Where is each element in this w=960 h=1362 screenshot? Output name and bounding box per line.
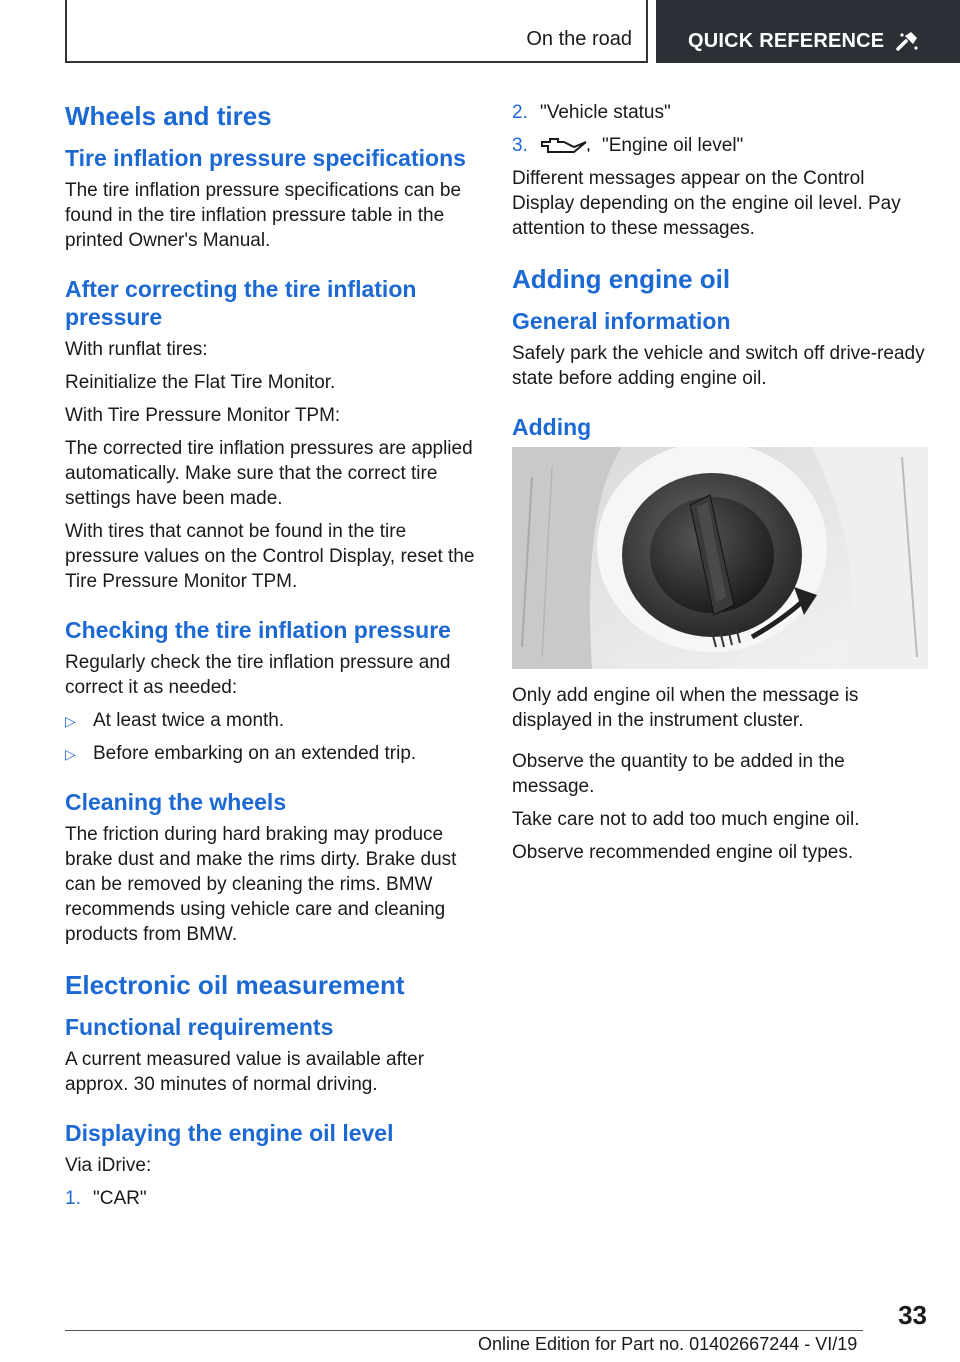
step-item-3	[512, 133, 928, 158]
paragraph-corrected: The corrected tire inflation pressures are applied automatically. Make sure that the correct tire settings have been made.	[65, 438, 473, 509]
step-item-2	[512, 100, 928, 125]
heading-adding: Adding	[512, 414, 592, 440]
paragraph-take-care: Take care not to add too much engine oil.	[512, 809, 860, 830]
heading-cleaning-wheels: Cleaning the wheels	[65, 789, 287, 815]
triangle-bullet-icon: ▷	[65, 713, 76, 729]
heading-functional-requirements: Functional requirements	[65, 1014, 334, 1040]
paragraph-specs: The tire inflation pressure specifications can be found in the tire inflation pressure table in the printed Owner's Manual.	[65, 180, 462, 251]
list-item	[65, 708, 480, 733]
right-column	[512, 100, 928, 873]
page-number: 33	[898, 1300, 927, 1330]
paragraph-tpm: With Tire Pressure Monitor TPM:	[65, 405, 341, 426]
header-section-box	[65, 0, 648, 63]
step-number: 3.	[512, 135, 528, 156]
paragraph-quantity: Observe the quantity to be added in the message.	[512, 751, 845, 797]
quick-reference-label: QUICK REFERENCE	[688, 30, 885, 52]
step-item-1	[65, 1186, 480, 1211]
quick-reference-tab[interactable]	[656, 0, 960, 63]
heading-checking-pressure: Checking the tire inflation pressure	[65, 617, 451, 643]
footer-divider	[65, 1330, 863, 1331]
tools-icon	[896, 30, 920, 52]
footer-edition: Online Edition for Part no. 01402667244 - VI/19	[478, 1334, 858, 1354]
paragraph-regularly: Regularly check the tire inflation pressure and correct it as needed:	[65, 652, 451, 698]
heading-tire-inflation-specs: Tire inflation pressure specifications	[65, 145, 466, 171]
left-column	[65, 100, 480, 1219]
bullet-text: At least twice a month.	[93, 710, 285, 731]
oil-can-icon	[540, 136, 592, 156]
paragraph-reinitialize: Reinitialize the Flat Tire Monitor.	[65, 372, 336, 393]
step-text: "CAR"	[93, 1188, 147, 1209]
oil-filler-cap-photo	[512, 447, 928, 669]
paragraph-oil-types: Observe recommended engine oil types.	[512, 842, 854, 863]
paragraph-cleaning: The friction during hard braking may produce brake dust and make the rims dirty. Brake dust can be removed by cleaning the rims. BMW recommends using vehicle care and cleaning products from BMW.	[65, 824, 457, 945]
step-number: 1.	[65, 1188, 81, 1209]
step-number: 2.	[512, 102, 528, 123]
heading-after-correcting: After correcting the tire inflation pressure	[65, 276, 417, 330]
heading-wheels-and-tires: Wheels and tires	[65, 101, 272, 131]
triangle-bullet-icon: ▷	[65, 746, 76, 762]
heading-electronic-oil: Electronic oil measurement	[65, 970, 405, 1000]
paragraph-functional: A current measured value is available after approx. 30 minutes of normal driving.	[65, 1049, 425, 1095]
list-item	[65, 741, 480, 766]
heading-general-information: General information	[512, 308, 731, 334]
section-title: On the road	[526, 28, 632, 50]
paragraph-idrive: Via iDrive:	[65, 1155, 152, 1176]
paragraph-runflat: With runflat tires:	[65, 339, 208, 360]
paragraph-not-found: With tires that cannot be found in the tire pressure values on the Control Display, reset the Tire Pressure Monitor TPM.	[65, 521, 475, 592]
paragraph-only-add: Only add engine oil when the message is displayed in the instrument cluster.	[512, 685, 859, 731]
step-text: "Vehicle status"	[540, 102, 671, 123]
paragraph-messages: Different messages appear on the Control Display depending on the engine oil level. Pay attention to these messages.	[512, 168, 901, 239]
heading-adding-engine-oil: Adding engine oil	[512, 264, 731, 294]
step-text: "Engine oil level"	[602, 135, 744, 156]
heading-displaying-oil-level: Displaying the engine oil level	[65, 1120, 394, 1146]
paragraph-general: Safely park the vehicle and switch off drive-ready state before adding engine oil.	[512, 343, 925, 389]
bullet-text: Before embarking on an extended trip.	[93, 743, 417, 764]
